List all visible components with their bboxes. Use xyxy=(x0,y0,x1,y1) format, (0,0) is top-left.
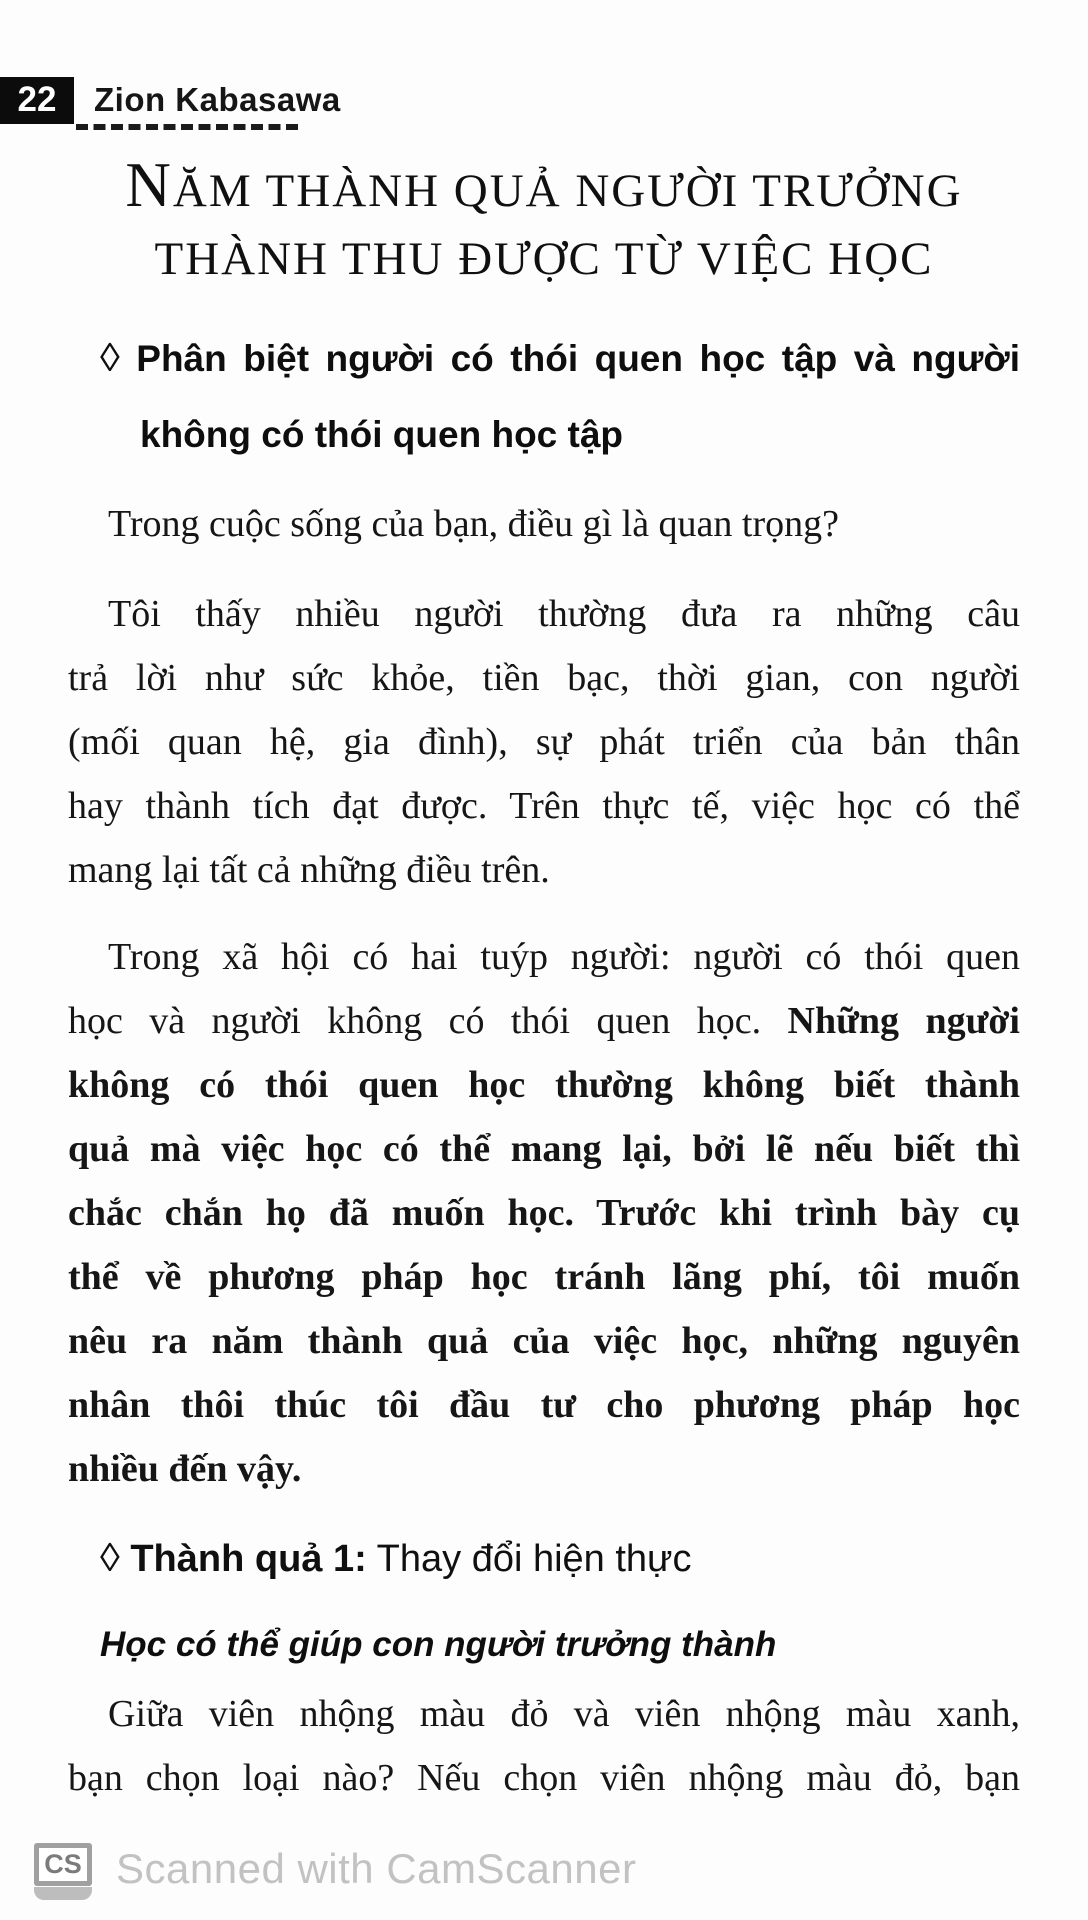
body-line: (mối quan hệ, gia đình), sự phát triển của bản thân xyxy=(68,721,1020,763)
header-dashed-underline xyxy=(76,124,298,130)
body-line-bold: không có thói quen học thường không biết thành xyxy=(68,1064,1020,1106)
body-line-normal-part: học và người không có thói quen học. xyxy=(68,1000,788,1042)
body-line: Giữa viên nhộng màu đỏ và viên nhộng màu xanh, xyxy=(108,1693,1020,1735)
body-line-bold: nêu ra năm thành quả của việc học, những nguyên xyxy=(68,1320,1020,1362)
body-line-bold: chắc chắn họ đã muốn học. Trước khi trình bày cụ xyxy=(68,1192,1020,1234)
result-1-label: Thành quả 1: xyxy=(130,1538,367,1580)
camscanner-watermark xyxy=(34,1843,636,1900)
title-line-1-rest: ĂM THÀNH QUẢ NGƯỜI TRƯỞNG xyxy=(172,165,963,217)
paragraph-intro xyxy=(68,492,1020,556)
camscanner-logo-icon xyxy=(34,1843,94,1900)
camscanner-cs-badge: CS xyxy=(34,1843,92,1886)
body-line: mang lại tất cả những điều trên. xyxy=(68,849,550,891)
body-line-bold: quả mà việc học có thể mang lại, bởi lẽ nếu biết thì xyxy=(68,1128,1020,1170)
chapter-title xyxy=(0,146,1088,288)
author-running-head: Zion Kabasawa xyxy=(94,81,341,118)
body-line: bạn chọn loại nào? Nếu chọn viên nhộng màu đỏ, bạn xyxy=(68,1757,1020,1799)
chapter-title-line-1 xyxy=(0,146,1088,230)
section-heading-1-text: Phân biệt người có thói quen học tập và người xyxy=(136,338,1021,379)
section-heading-1-line-1 xyxy=(100,320,1020,397)
diamond-bullet-icon: ◊ xyxy=(100,1536,120,1580)
body-line-bold: nhiều đến vậy. xyxy=(68,1448,302,1490)
section-heading-1-line-2: không có thói quen học tập xyxy=(140,414,624,455)
body-line: Trong cuộc sống của bạn, điều gì là quan trọng? xyxy=(108,503,839,545)
result-1-title: Thay đổi hiện thực xyxy=(376,1538,692,1580)
body-line-bold: thể về phương pháp học tránh lãng phí, tôi muốn xyxy=(68,1256,1020,1298)
paragraph-capsules xyxy=(68,1682,1020,1810)
page-number-badge: 22 xyxy=(0,77,74,124)
page-header xyxy=(0,76,341,124)
camscanner-label: Scanned with CamScanner xyxy=(116,1845,637,1892)
paragraph-two-types xyxy=(68,925,1020,1501)
section-heading-1 xyxy=(100,320,1020,473)
body-line: hay thành tích đạt được. Trên thực tế, việc học có thể xyxy=(68,785,1020,827)
title-initial-cap: N xyxy=(125,150,173,220)
body-line: trả lời như sức khỏe, tiền bạc, thời gian, con người xyxy=(68,657,1020,699)
body-line-mixed xyxy=(68,989,1020,1053)
body-line: Tôi thấy nhiều người thường đưa ra những câu xyxy=(108,593,1020,635)
body-line-bold: nhân thôi thúc tôi đầu tư cho phương pháp học xyxy=(68,1384,1020,1426)
italic-subheading: Học có thể giúp con người trưởng thành xyxy=(100,1625,777,1664)
section-heading-result-1 xyxy=(100,1528,1020,1589)
chapter-title-line-2: THÀNH THU ĐƯỢC TỪ VIỆC HỌC xyxy=(154,233,934,285)
body-line: Trong xã hội có hai tuýp người: người có thói quen xyxy=(108,936,1020,978)
diamond-bullet-icon: ◊ xyxy=(100,336,120,380)
paragraph-answers xyxy=(68,582,1020,902)
body-line-bold-part: Những người xyxy=(787,1000,1020,1042)
camscanner-logo-flap xyxy=(34,1887,92,1900)
